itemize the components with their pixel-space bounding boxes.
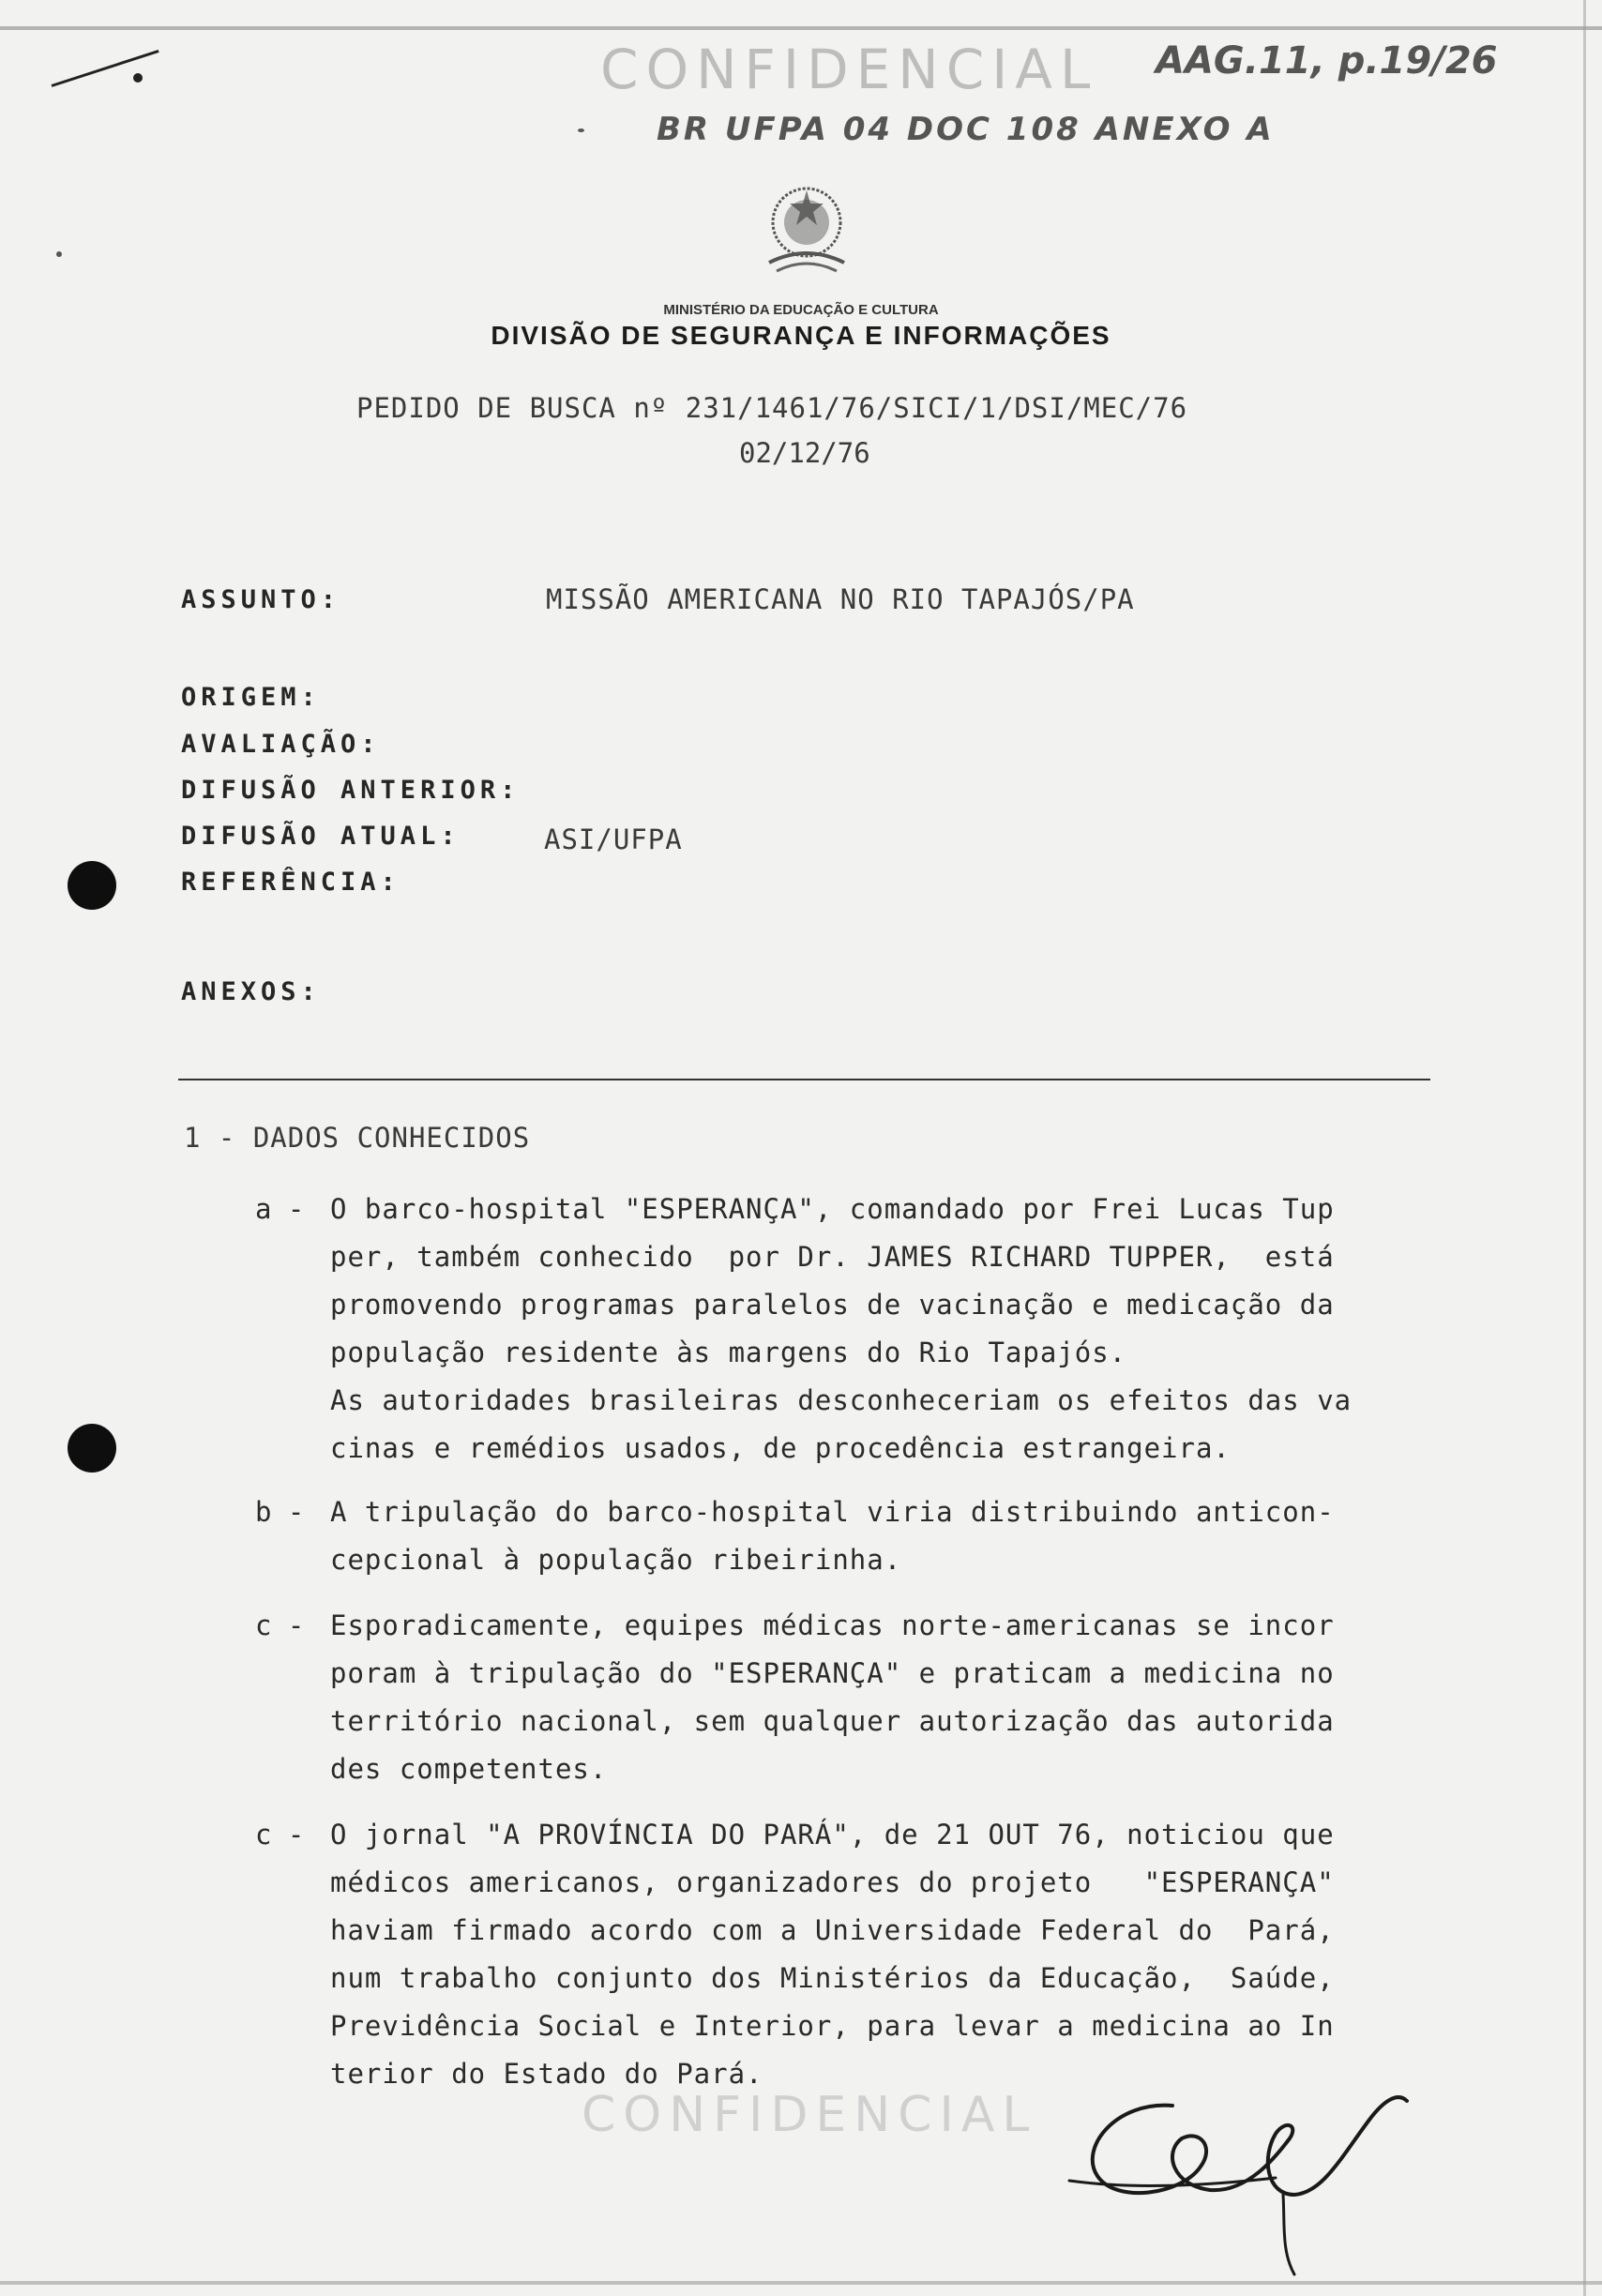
punch-hole-bottom — [68, 1424, 116, 1473]
item-letter: a - — [255, 1193, 305, 1225]
body-line: As autoridades brasileiras desconheceriam os efeitos das va — [330, 1384, 1353, 1416]
body-line: haviam firmado acordo com a Universidade Federal do Pará, — [330, 1914, 1335, 1946]
margin-pen-dot — [133, 73, 143, 83]
scan-edge-top — [0, 26, 1602, 30]
body-line: cinas e remédios usados, de procedência estrangeira. — [330, 1432, 1231, 1464]
body-line: Previdência Social e Interior, para levar a medicina ao In — [330, 2010, 1335, 2042]
assunto-label: ASSUNTO: — [181, 585, 341, 614]
difusao-anterior-label: DIFUSÃO ANTERIOR: — [181, 776, 521, 805]
handwritten-signature — [1060, 2063, 1435, 2279]
item-letter: b - — [255, 1496, 305, 1528]
body-line: O jornal "A PROVÍNCIA DO PARÁ", de 21 OUT 76, noticiou que — [330, 1819, 1335, 1850]
assunto-value: MISSÃO AMERICANA NO RIO TAPAJÓS/PA — [546, 583, 1135, 615]
anexos-label: ANEXOS: — [181, 977, 321, 1006]
body-line: território nacional, sem qualquer autorização das autorida — [330, 1705, 1335, 1737]
body-line: num trabalho conjunto dos Ministérios da Educação, Saúde, — [330, 1962, 1335, 1994]
body-line: população residente às margens do Rio Tapajós. — [330, 1337, 1127, 1368]
section-divider — [178, 1079, 1430, 1080]
body-line: poram à tripulação do "ESPERANÇA" e praticam a medicina no — [330, 1657, 1335, 1689]
difusao-atual-value: ASI/UFPA — [544, 823, 683, 855]
body-line: cepcional à população ribeirinha. — [330, 1544, 902, 1576]
body-line: promovendo programas paralelos de vacinação e medicação da — [330, 1289, 1335, 1321]
body-line: O barco-hospital "ESPERANÇA", comandado por Frei Lucas Tup — [330, 1193, 1335, 1225]
coat-of-arms-seal — [750, 174, 863, 286]
body-line: terior do Estado do Pará. — [330, 2058, 763, 2090]
body-line: Esporadicamente, equipes médicas norte-americanas se incor — [330, 1609, 1335, 1641]
body-line: médicos americanos, organizadores do projeto "ESPERANÇA" — [330, 1866, 1335, 1898]
confidential-stamp-top: CONFIDENCIAL — [600, 38, 1098, 101]
ministry-name: MINISTÉRIO DA EDUCAÇÃO E CULTURA — [663, 302, 939, 318]
punch-hole-top — [68, 861, 116, 910]
handwritten-archive-code: BR UFPA 04 DOC 108 ANEXO A — [657, 111, 1275, 148]
item-letter: c - — [255, 1819, 305, 1850]
request-number: PEDIDO DE BUSCA nº 231/1461/76/SICI/1/DSI/MEC/76 — [356, 392, 1188, 424]
handwritten-reference: AAG.11, p.19/26 — [1156, 39, 1498, 83]
scan-edge-bottom — [0, 2281, 1602, 2285]
scan-speck — [56, 251, 62, 257]
section-title: 1 - DADOS CONHECIDOS — [184, 1122, 531, 1154]
scan-speck — [578, 128, 584, 132]
avaliacao-label: AVALIAÇÃO: — [181, 730, 381, 759]
division-name: DIVISÃO DE SEGURANÇA E INFORMAÇÕES — [491, 321, 1111, 350]
confidential-stamp-bottom: CONFIDENCIAL — [582, 2087, 1037, 2143]
referencia-label: REFERÊNCIA: — [181, 868, 400, 897]
difusao-atual-label: DIFUSÃO ATUAL: — [181, 822, 461, 851]
body-line: A tripulação do barco-hospital viria distribuindo anticon- — [330, 1496, 1335, 1528]
item-letter: c - — [255, 1609, 305, 1641]
body-line: per, também conhecido por Dr. JAMES RICHARD TUPPER, está — [330, 1241, 1335, 1273]
margin-pen-mark — [52, 50, 159, 87]
body-line: des competentes. — [330, 1753, 608, 1785]
origem-label: ORIGEM: — [181, 683, 321, 712]
document-date: 02/12/76 — [739, 437, 870, 469]
